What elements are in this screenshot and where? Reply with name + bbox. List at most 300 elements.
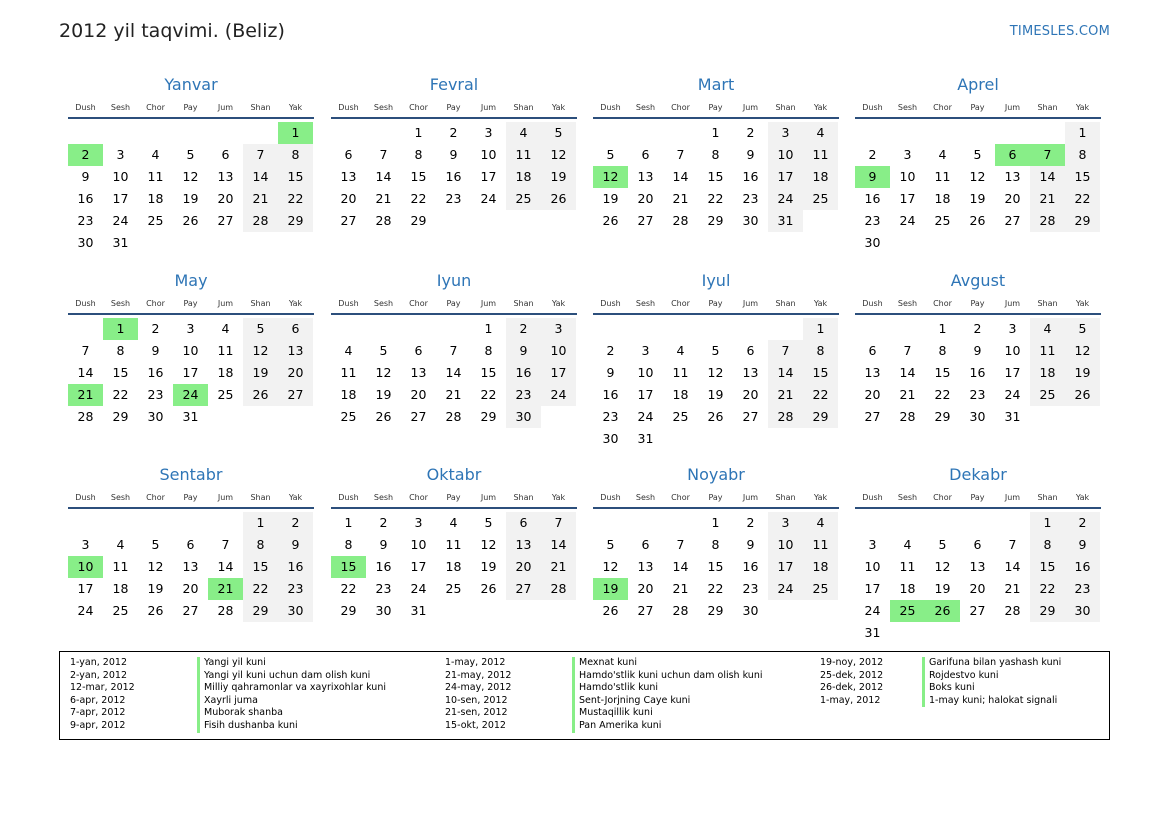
weekday-label: Chor [671,103,690,112]
holiday-day: 6 [995,144,1030,166]
day-cell: 6 [868,343,877,358]
day-cell: 5 [938,537,947,552]
weekday-label: Pay [708,103,723,112]
empty-cell [68,318,103,340]
day-cell: 13 [742,365,759,380]
day-cell: 24 [410,581,427,596]
day-cell: 3 [541,318,576,340]
day-cell: 23 [969,387,986,402]
day-cell: 16 [445,169,462,184]
day-cell: 31 [637,431,654,446]
day-cell: 26 [147,603,164,618]
day-cell: 4 [344,343,353,358]
day-cell: 16 [742,169,759,184]
weekday-label: Pay [183,493,198,502]
day-cell: 23 [1065,578,1100,600]
weekday-header [593,491,839,509]
day-cell: 9 [1065,534,1100,556]
weekday-label: Chor [409,103,428,112]
day-cell: 28 [541,578,576,600]
weekday-label: Shan [1037,103,1058,112]
weekday-label: Yak [1075,103,1090,112]
month-title: Yanvar [164,75,218,94]
day-cell: 8 [711,147,720,162]
day-cell: 13 [1004,169,1021,184]
weekday-label: Dush [75,103,96,112]
day-cell: 16 [864,191,881,206]
month-title: Aprel [957,75,999,94]
day-cell: 27 [182,603,199,618]
day-cell: 3 [768,122,803,144]
day-cell: 30 [742,213,759,228]
empty-cell [663,512,698,534]
day-cell: 1 [414,125,423,140]
day-cell: 26 [1065,384,1100,406]
day-cell: 18 [147,191,164,206]
legend-holiday-name: Sent-Jorjning Caye kuni [572,695,762,708]
month-title: Mart [697,75,735,94]
weekday-label: Jum [480,103,497,112]
day-cell: 11 [506,144,541,166]
weekday-label: Yak [813,493,828,502]
day-cell: 2 [746,515,755,530]
empty-cell [243,122,278,144]
day-cell: 30 [602,431,619,446]
day-cell: 14 [899,365,916,380]
day-cell: 29 [1030,600,1065,622]
month-title: Iyul [701,271,731,290]
holiday-day: 15 [331,556,366,578]
day-cell: 13 [410,365,427,380]
weekday-label: Jum [1004,103,1021,112]
weekday-header [331,297,577,315]
day-cell: 25 [217,387,234,402]
day-cell: 12 [480,537,497,552]
day-cell: 11 [803,534,838,556]
weekday-label: Yak [288,103,303,112]
weekday-label: Pay [183,103,198,112]
legend-date: 9-apr, 2012 [70,719,126,731]
legend-date: 21-sen, 2012 [445,707,508,719]
month-title: May [174,271,208,290]
day-cell: 17 [410,559,427,574]
weekday-label: Pay [446,493,461,502]
day-cell: 11 [672,365,689,380]
weekday-label: Pay [970,493,985,502]
day-cell: 17 [182,365,199,380]
day-cell: 17 [637,387,654,402]
month-avgust [855,271,1101,428]
day-cell: 7 [243,144,278,166]
weekday-header [68,491,314,509]
holiday-day: 26 [925,600,960,622]
day-cell: 18 [1030,362,1065,384]
day-cell: 12 [375,365,392,380]
holiday-day: 10 [68,556,103,578]
empty-cell [995,512,1030,534]
day-cell: 26 [707,409,724,424]
weekday-label: Sesh [110,493,131,502]
day-cell: 10 [410,537,427,552]
legend-date: 25-dek, 2012 [820,669,884,681]
weekday-header [593,101,839,119]
day-cell: 3 [868,537,877,552]
empty-cell [960,122,995,144]
weekday-label: Chor [146,103,165,112]
day-cell: 14 [217,559,234,574]
month-fevral [331,75,577,232]
holiday-day: 1 [103,318,138,340]
day-cell: 23 [375,581,392,596]
day-cell: 7 [676,537,685,552]
site-logo[interactable]: TIMESLES.COM [1009,24,1110,39]
day-cell: 7 [449,343,458,358]
empty-cell [628,512,663,534]
day-cell: 15 [707,559,724,574]
holiday-day: 25 [890,600,925,622]
day-cell: 26 [375,409,392,424]
day-cell: 5 [379,343,388,358]
day-cell: 26 [480,581,497,596]
day-cell: 4 [903,537,912,552]
day-cell: 3 [1008,321,1017,336]
day-cell: 8 [711,537,720,552]
legend-holiday-name: Rojdestvo kuni [922,670,1061,683]
day-cell: 4 [676,343,685,358]
empty-cell [628,122,663,144]
weekday-label: Dush [862,299,883,308]
weekday-label: Chor [933,299,952,308]
weekday-label: Dush [600,299,621,308]
day-cell: 10 [112,169,129,184]
legend-date: 24-may, 2012 [445,682,512,694]
day-cell: 1 [1030,512,1065,534]
holiday-day: 21 [208,578,243,600]
day-grid [68,122,314,254]
day-cell: 24 [480,191,497,206]
day-cell: 17 [768,556,803,578]
day-cell: 25 [1030,384,1065,406]
holiday-day: 12 [593,166,628,188]
day-cell: 12 [541,144,576,166]
legend-names [197,657,386,733]
empty-cell [208,122,243,144]
weekday-label: Sesh [897,299,918,308]
weekday-label: Jum [217,103,234,112]
day-cell: 28 [672,213,689,228]
day-cell: 22 [480,387,497,402]
holiday-day: 7 [1030,144,1065,166]
weekday-header [331,101,577,119]
legend-date: 7-apr, 2012 [70,707,126,719]
day-cell: 17 [899,191,916,206]
weekday-label: Pay [708,299,723,308]
day-cell: 22 [707,191,724,206]
day-cell: 6 [641,537,650,552]
day-cell: 16 [77,191,94,206]
weekday-label: Yak [813,103,828,112]
holiday-legend [59,651,1110,740]
day-cell: 5 [973,147,982,162]
day-cell: 23 [864,213,881,228]
day-cell: 19 [541,166,576,188]
day-cell: 12 [182,169,199,184]
legend-holiday-name: Hamdo'stlik kuni [572,682,762,695]
weekday-label: Shan [775,299,796,308]
holiday-day: 21 [68,384,103,406]
weekday-label: Sesh [897,103,918,112]
day-cell: 29 [1065,210,1100,232]
day-cell: 21 [1030,188,1065,210]
month-noyabr [593,465,839,622]
day-cell: 5 [606,147,615,162]
legend-holiday-name: Yangi yil kuni uchun dam olish kuni [197,670,386,683]
weekday-label: Chor [146,299,165,308]
day-cell: 30 [278,600,313,622]
legend-holiday-name: Fisih dushanba kuni [197,720,386,733]
day-cell: 8 [803,340,838,362]
day-cell: 2 [606,343,615,358]
weekday-label: Shan [513,299,534,308]
day-cell: 25 [803,578,838,600]
day-cell: 4 [151,147,160,162]
day-cell: 4 [221,321,230,336]
weekday-header [68,297,314,315]
day-cell: 10 [182,343,199,358]
weekday-header [593,297,839,315]
day-cell: 29 [707,213,724,228]
day-cell: 22 [410,191,427,206]
day-cell: 2 [973,321,982,336]
day-cell: 11 [1030,340,1065,362]
month-title: Avgust [950,271,1006,290]
empty-cell [593,512,628,534]
day-cell: 24 [899,213,916,228]
weekday-label: Chor [146,493,165,502]
day-cell: 14 [375,169,392,184]
day-cell: 22 [243,578,278,600]
day-cell: 1 [711,125,720,140]
weekday-label: Chor [933,103,952,112]
day-cell: 15 [1065,166,1100,188]
day-cell: 11 [934,169,951,184]
day-cell: 18 [217,365,234,380]
day-cell: 19 [707,387,724,402]
weekday-label: Yak [1075,299,1090,308]
day-cell: 19 [147,581,164,596]
day-grid [331,122,577,232]
day-cell: 20 [637,191,654,206]
day-cell: 9 [81,169,90,184]
legend-holiday-name: Pan Amerika kuni [572,720,762,733]
day-cell: 29 [480,409,497,424]
day-cell: 19 [602,191,619,206]
empty-cell [925,122,960,144]
weekday-label: Shan [775,103,796,112]
day-cell: 7 [81,343,90,358]
day-cell: 28 [768,406,803,428]
empty-cell [331,318,366,340]
day-cell: 10 [1004,343,1021,358]
day-cell: 26 [602,213,619,228]
weekday-label: Yak [813,299,828,308]
legend-holiday-name: Hamdo'stlik kuni uchun dam olish kuni [572,670,762,683]
day-cell: 7 [1008,537,1017,552]
day-cell: 14 [243,166,278,188]
day-cell: 26 [602,603,619,618]
day-cell: 16 [742,559,759,574]
weekday-label: Sesh [635,493,656,502]
day-cell: 23 [742,191,759,206]
day-cell: 29 [112,409,129,424]
day-cell: 4 [938,147,947,162]
day-cell: 28 [243,210,278,232]
day-cell: 7 [221,537,230,552]
day-cell: 10 [637,365,654,380]
day-cell: 31 [112,235,129,250]
legend-date: 1-may, 2012 [820,694,881,706]
day-cell: 30 [742,603,759,618]
day-cell: 4 [803,512,838,534]
day-cell: 4 [1030,318,1065,340]
day-cell: 23 [742,581,759,596]
page-title: 2012 yil taqvimi. (Beliz) [59,20,285,42]
weekday-label: Shan [250,299,271,308]
day-cell: 11 [803,144,838,166]
empty-cell [366,122,401,144]
day-cell: 7 [768,340,803,362]
weekday-label: Dush [75,299,96,308]
legend-holiday-name: 1-may kuni; halokat signali [922,695,1061,708]
day-cell: 2 [379,515,388,530]
weekday-label: Pay [446,299,461,308]
day-cell: 24 [77,603,94,618]
legend-date: 26-dek, 2012 [820,682,884,694]
weekday-label: Chor [671,299,690,308]
weekday-label: Sesh [373,103,394,112]
day-grid [593,122,839,232]
holiday-day: 24 [173,384,208,406]
day-cell: 14 [77,365,94,380]
day-cell: 13 [182,559,199,574]
empty-cell [663,318,698,340]
empty-cell [436,318,471,340]
day-cell: 5 [186,147,195,162]
empty-cell [138,122,173,144]
day-cell: 23 [445,191,462,206]
weekday-label: Jum [742,493,759,502]
day-cell: 29 [410,213,427,228]
day-cell: 19 [182,191,199,206]
empty-cell [960,512,995,534]
day-cell: 4 [506,122,541,144]
weekday-label: Dush [600,493,621,502]
month-iyul [593,271,839,450]
day-cell: 14 [672,559,689,574]
day-cell: 30 [147,409,164,424]
day-cell: 10 [541,340,576,362]
day-cell: 25 [147,213,164,228]
day-cell: 25 [506,188,541,210]
day-cell: 25 [340,409,357,424]
day-cell: 8 [243,534,278,556]
day-cell: 25 [445,581,462,596]
empty-cell [1030,122,1065,144]
day-cell: 3 [641,343,650,358]
empty-cell [68,512,103,534]
day-cell: 13 [506,534,541,556]
day-cell: 13 [637,169,654,184]
day-cell: 30 [77,235,94,250]
day-cell: 22 [112,387,129,402]
day-cell: 15 [1030,556,1065,578]
day-grid [68,512,314,622]
day-cell: 1 [1065,122,1100,144]
weekday-label: Chor [409,493,428,502]
day-cell: 20 [864,387,881,402]
day-cell: 9 [973,343,982,358]
legend-dates [70,657,135,733]
day-cell: 20 [278,362,313,384]
day-cell: 10 [768,534,803,556]
day-cell: 18 [445,559,462,574]
day-cell: 23 [602,409,619,424]
empty-cell [208,512,243,534]
empty-cell [733,318,768,340]
weekday-label: Shan [1037,493,1058,502]
empty-cell [855,318,890,340]
month-title: Dekabr [949,465,1007,484]
month-title: Noyabr [687,465,745,484]
day-cell: 22 [803,384,838,406]
day-cell: 9 [449,147,458,162]
day-cell: 18 [934,191,951,206]
day-cell: 16 [375,559,392,574]
day-cell: 24 [541,384,576,406]
day-cell: 30 [506,406,541,428]
day-cell: 5 [541,122,576,144]
day-cell: 25 [803,188,838,210]
day-grid [855,512,1101,644]
day-cell: 29 [243,600,278,622]
day-cell: 31 [410,603,427,618]
day-cell: 30 [375,603,392,618]
day-cell: 13 [969,559,986,574]
weekday-label: Jum [480,493,497,502]
day-cell: 15 [480,365,497,380]
day-cell: 3 [903,147,912,162]
day-cell: 21 [672,191,689,206]
day-cell: 9 [151,343,160,358]
month-dekabr [855,465,1101,644]
day-cell: 18 [803,556,838,578]
day-cell: 26 [541,188,576,210]
day-cell: 18 [672,387,689,402]
day-cell: 27 [506,578,541,600]
legend-names [572,657,762,733]
day-cell: 24 [112,213,129,228]
empty-cell [331,122,366,144]
weekday-label: Pay [708,493,723,502]
day-cell: 6 [186,537,195,552]
day-cell: 12 [243,340,278,362]
day-cell: 27 [864,409,881,424]
day-cell: 10 [480,147,497,162]
day-cell: 2 [746,125,755,140]
day-cell: 11 [147,169,164,184]
day-cell: 27 [278,384,313,406]
weekday-label: Yak [551,299,566,308]
